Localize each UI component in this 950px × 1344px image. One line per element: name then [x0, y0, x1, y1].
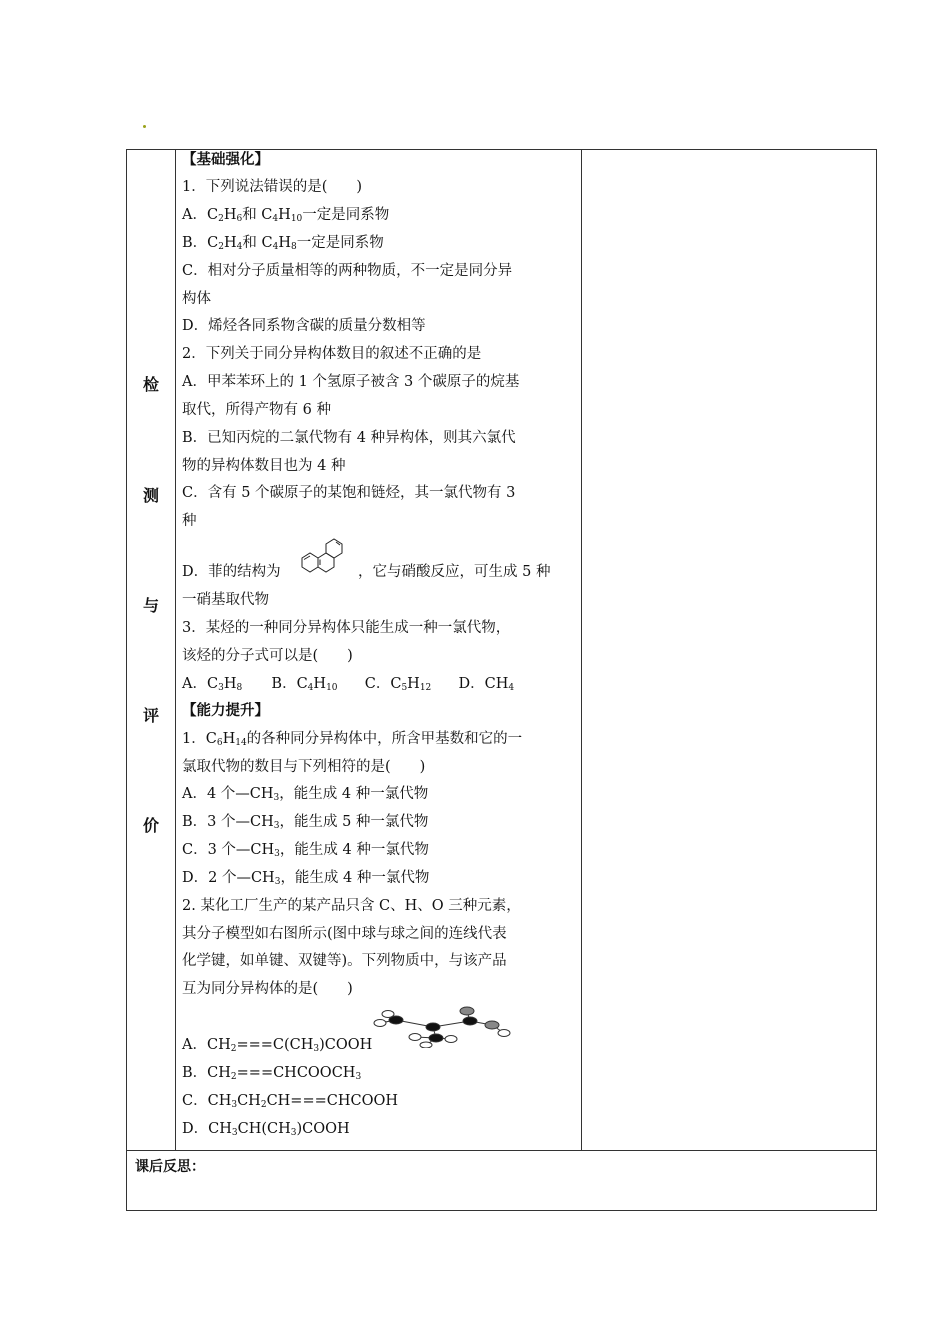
- option-text: A．甲苯苯环上的 1 个氢原子被含 3 个碳原子的烷基: [182, 374, 520, 390]
- option-text: D．菲的结构为: [182, 564, 281, 580]
- side-label-char: 与: [142, 596, 159, 615]
- option-text: ，它与硝酸反应，可生成 5 种: [358, 564, 551, 580]
- side-label-char: 测: [142, 486, 159, 505]
- option-text: A．$C_2H_6$和 $C_4H_{10}$一定是同系物: [182, 207, 390, 224]
- column-divider: [175, 150, 176, 1150]
- question-text: 2．下列关于同分异构体数目的叙述不正确的是: [182, 346, 482, 362]
- option-text: 一硝基取代物: [182, 592, 269, 608]
- worksheet-table: [126, 149, 877, 1211]
- option-text: B．3 个$—CH_3$，能生成 5 种一氯代物: [182, 814, 429, 831]
- reflection-label: 课后反思：: [135, 1159, 205, 1175]
- option-text: 构体: [182, 291, 211, 307]
- option-text: D．$CH_3CH(CH_3)COOH$: [182, 1121, 350, 1138]
- option-text: 物的异构体数目也为 4 种: [182, 458, 346, 474]
- option-text: C．含有 5 个碳原子的某饱和链烃，其一氯代物有 3: [182, 485, 516, 501]
- question-text: 1．下列说法错误的是( ): [182, 179, 363, 195]
- side-label-char: 价: [142, 816, 159, 835]
- molecule-model-icon: [368, 1006, 514, 1048]
- row-divider: [127, 1150, 876, 1151]
- option-text: B．$C_2H_4$和 $C_4H_8$一定是同系物: [182, 235, 384, 252]
- option-text: B．已知丙烷的二氯代物有 4 种异构体，则其六氯代: [182, 430, 516, 446]
- option-text: 取代，所得产物有 6 种: [182, 402, 331, 418]
- section-heading: 【基础强化】: [182, 152, 269, 168]
- decorative-dot: [143, 125, 146, 128]
- option-text: A．$CH_2===C(CH_3)COOH$: [182, 1037, 373, 1054]
- option-text: C．相对分子质量相等的两种物质，不一定是同分异: [182, 263, 513, 279]
- options-row: A．$C_3H_8$ B．$C_4H_{10}$ C．$C_5H_{12}$ D．$CH_4$: [182, 676, 515, 693]
- side-label-char: 评: [142, 706, 159, 725]
- option-text: C．$CH_3CH_2CH===CHCOOH$: [182, 1093, 399, 1110]
- option-text: B．$CH_2===CHCOOCH_3$: [182, 1065, 362, 1082]
- option-text: 种: [182, 513, 197, 529]
- question-text: 2. 某化工厂生产的某产品只含 C、H、O 三种元素，: [182, 898, 521, 914]
- question-text: 氯取代物的数目与下列相符的是( ): [182, 759, 426, 775]
- question-text: 1．$C_6H_{14}$的各种同分异构体中，所含甲基数和它的一: [182, 731, 523, 748]
- side-label-char: 检: [142, 375, 159, 394]
- question-text: 3．某烃的一种同分异构体只能生成一种一氯代物，: [182, 620, 511, 636]
- option-text: D．烯烃各同系物含碳的质量分数相等: [182, 318, 426, 334]
- phenanthrene-structure-icon: [292, 534, 352, 578]
- option-text: C．3 个$—CH_3$，能生成 4 种一氯代物: [182, 842, 429, 859]
- option-text: A．4 个$—CH_3$，能生成 4 种一氯代物: [182, 786, 429, 803]
- column-divider: [581, 150, 582, 1150]
- question-text: 化学键，如单键、双键等)。下列物质中，与该产品: [182, 953, 507, 969]
- option-text: D．2 个$—CH_3$，能生成 4 种一氯代物: [182, 870, 430, 887]
- question-text: 其分子模型如右图所示(图中球与球之间的连线代表: [182, 926, 507, 942]
- question-text: 互为同分异构体的是( ): [182, 981, 353, 997]
- question-text: 该烃的分子式可以是( ): [182, 648, 353, 664]
- section-heading: 【能力提升】: [182, 703, 269, 719]
